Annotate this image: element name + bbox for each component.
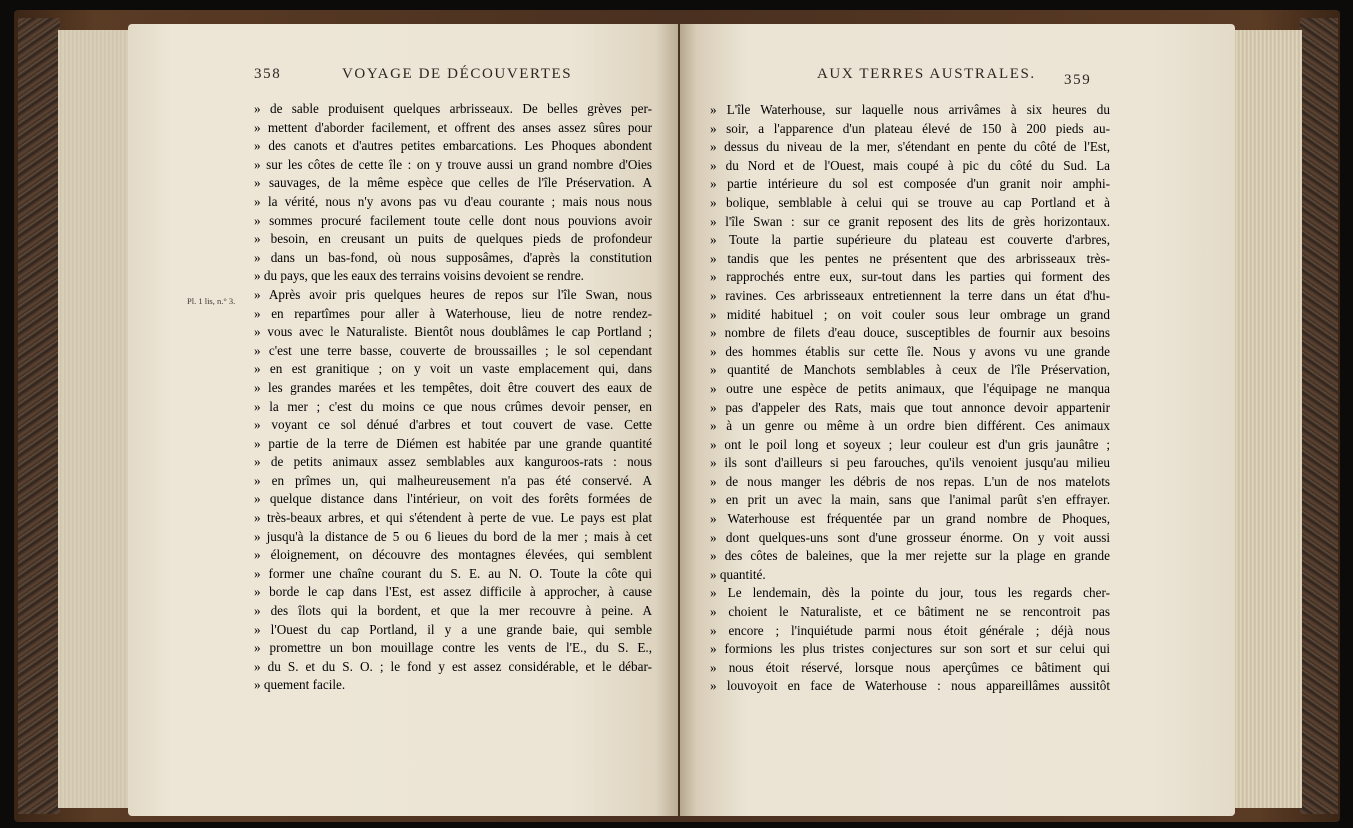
text-line: » Toute la partie supérieure du plateau est couverte d'arbres, [710,232,1110,248]
right-text-block [710,101,1110,696]
text-line: » en prîmes un, qui malheureusement n'a pas été conservé. A [254,472,652,488]
text-line: » la mer ; c'est du moins ce que nous crûmes devoir penser, en [254,398,652,414]
text-line: » quement facile. [254,677,346,693]
text-line: » en est granitique ; on y voit un vaste emplacement qui, dans [254,361,652,377]
text-line: » soir, a l'apparence d'un plateau élevé de 150 à 200 pieds au- [710,120,1110,136]
text-line: » voyant ce sol dénué d'arbres et tout couvert de vase. Cette [254,417,652,433]
marbled-board-right [1300,18,1338,814]
text-line: » bolique, semblable à celui qui se trouve au cap Portland et à [710,194,1110,210]
text-line: » former une chaîne courant du S. E. au N. O. Toute la côte qui [254,565,652,581]
text-line: » midité habituel ; on voit couler sous leur ombrage un grand [710,306,1110,322]
text-line: » la vérité, nous n'y avons pas vu d'eau courante ; mais nous nous [254,193,652,209]
text-line: » Waterhouse est fréquentée par un grand nombre de Phoques, [710,511,1110,527]
text-line: » quantité. [710,566,766,582]
text-line: » éloignement, on découvre des montagnes élevées, qui semblent [254,547,652,563]
text-line: » ont le poil long et soyeux ; leur couleur est d'un gris jaunâtre ; [710,436,1110,452]
text-line: » c'est une terre basse, couverte de broussailles ; le sol cependant [254,342,652,358]
text-line: » de nous manger les débris de nos repas. L'un de nos matelots [710,473,1110,489]
text-line: » louvoyoit en face de Waterhouse : nous appareillâmes aussitôt [710,678,1110,694]
text-line: » besoin, en creusant un puits de quelques pieds de profondeur [254,231,652,247]
text-line: » sur les côtes de cette île : on y trouve aussi un grand nombre d'Oies [254,156,652,172]
text-line: » encore ; l'inquiétude parmi nous étoit générale ; déjà nous [710,622,1110,638]
text-line: » Après avoir pris quelques heures de repos sur l'île Swan, nous [254,286,652,302]
left-page-number: 358 [254,66,282,82]
text-line: » vous avec le Naturaliste. Bientôt nous doublâmes le cap Portland ; [254,324,652,340]
text-line: » jusqu'à la distance de 5 ou 6 lieues du bord de la mer ; mais à cet [254,528,652,544]
text-line: » des côtes de baleines, que la mer rejette sur la plage en grande [710,548,1110,564]
text-line: » des îlots qui la bordent, et que la mer recouvre à peine. A [254,603,652,619]
text-line: » choient le Naturaliste, et ce bâtiment ne se rencontroit pas [710,604,1110,620]
text-line: » ils sont d'ailleurs si peu farouches, qu'ils venoient jusqu'au milieu [710,455,1110,471]
text-line: » quantité de Manchots semblables à ceux de l'île Préservation, [710,362,1110,378]
text-line: » du pays, que les eaux des terrains voisins devoient se rendre. [254,268,584,284]
text-line: » formions les plus tristes conjectures sur son sort et sur celui qui [710,641,1110,657]
text-line: » dans un bas-fond, où nous supposâmes, d'après la constitution [254,249,652,265]
page-edges-right [1232,30,1302,808]
text-line: » très-beaux arbres, et qui s'étendent à perte de vue. Le pays est plat [254,510,652,526]
text-line: » dont quelques-uns sont d'une grosseur énorme. On y voit aussi [710,529,1110,545]
text-line: » des canots et d'autres petites embarcations. Les Phoques abondent [254,138,652,154]
text-line: » dessus du niveau de la mer, s'étendant en pente du côté de l'Est, [710,139,1110,155]
text-line: » L'île Waterhouse, sur laquelle nous arrivâmes à six heures du [710,102,1110,117]
text-line: » sommes procuré facilement toute celle dont nous pouvions avoir [254,212,652,228]
text-line: » outre une espèce de petits animaux, que l'équipage ne manqua [710,380,1110,396]
text-line: » de petits animaux assez semblables aux kanguroos-rats : nous [254,454,652,470]
text-line: » partie intérieure du sol est composée d'un granit noir amphi- [710,176,1110,192]
text-line: » nombre de filets d'eau douce, susceptibles de fournir aux besoins [710,325,1110,341]
text-line: » de sable produisent quelques arbrisseaux. De belles grèves per- [254,101,652,116]
text-line: » les grandes marées et les tempêtes, doit être couvert des eaux de [254,379,652,395]
text-line: » du S. et du S. O. ; le fond y est assez considérable, et le débar- [254,658,652,674]
left-running-title: VOYAGE DE DÉCOUVERTES [342,66,573,82]
text-line: » partie de la terre de Diémen est habitée par une grande quantité [254,435,652,451]
text-line: » en repartîmes pour aller à Waterhouse, lieu de notre rendez- [254,305,652,321]
text-line: » l'île Swan : sur ce granit reposent des lits de grès horizontaux. [710,213,1110,229]
marbled-board-left [18,18,60,814]
text-line: » sauvages, de la même espèce que celles de l'île Préservation. A [254,175,652,191]
text-line: » du Nord et de l'Ouest, mais coupé à pic du côté du Sud. La [710,157,1110,173]
text-line: » ravines. Ces arbrisseaux entretiennent la terre dans un état d'hu- [710,287,1110,303]
text-line: » l'Ouest du cap Portland, il y a une grande baie, qui semble [254,621,652,637]
text-line: » des hommes établis sur cette île. Nous y avons vu une grande [710,343,1110,359]
right-page-number: 359 [1064,72,1092,88]
right-running-title: AUX TERRES AUSTRALES. [817,66,1036,82]
text-line: » à un genre ou même à un ordre bien différent. Ces animaux [710,418,1110,434]
text-line: » promettre un bon mouillage contre les vents de l'E., du S. E., [254,640,652,656]
text-line: » quelque distance dans l'intérieur, on voit des forêts formées de [254,491,652,507]
text-line: » mettent d'aborder facilement, et offrent des anses assez sûres pour [254,119,652,135]
text-line: » rapprochés entre eux, sur-tout dans les parties qui forment des [710,269,1110,285]
left-text-block [254,100,652,695]
text-line: » en prit un avec la main, sans que l'animal parût s'en effrayer. [710,492,1110,508]
text-line: » borde le cap dans l'Est, est assez difficile à approcher, à cause [254,584,652,600]
page-edges-left [58,30,130,808]
text-line: » tandis que les pentes ne présentent que des arbrisseaux très- [710,250,1110,266]
text-line: » Le lendemain, dès la pointe du jour, tous les regards cher- [710,585,1110,601]
text-line: » nous étoit réservé, lorsque nous aperçûmes ce bâtiment qui [710,659,1110,675]
margin-note: Pl. 1 lis, n.° 3. [187,296,236,306]
text-line: » pas d'appeler des Rats, mais que tout annonce devoir appartenir [710,399,1110,415]
